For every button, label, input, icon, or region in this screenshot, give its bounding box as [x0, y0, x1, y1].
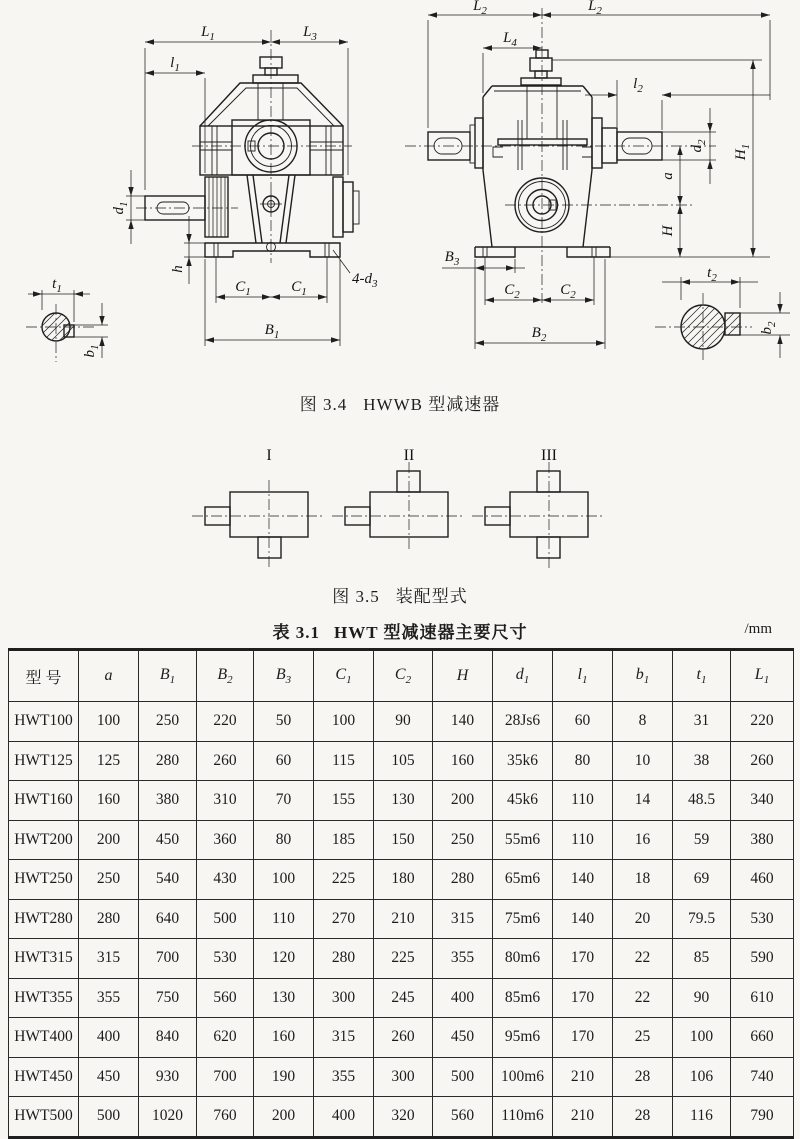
table-title: HWT 型减速器主要尺寸 — [333, 623, 528, 642]
value-cell: 620 — [197, 1018, 254, 1058]
value-cell: 200 — [254, 1097, 314, 1138]
figure-3-4-number: 图 3.4 — [299, 395, 348, 414]
value-cell: 210 — [374, 899, 433, 939]
value-cell: 60 — [553, 702, 613, 742]
model-cell: HWT500 — [9, 1097, 79, 1138]
column-header: $B_1$ — [139, 650, 197, 702]
value-cell: 355 — [433, 939, 493, 979]
value-cell: 18 — [613, 860, 673, 900]
value-cell: 160 — [254, 1018, 314, 1058]
figure-3-4-caption — [0, 390, 800, 415]
side-view-dimensions — [428, 0, 770, 349]
value-cell: 530 — [197, 939, 254, 979]
dim-label-C1-left: $C_1$ — [235, 279, 251, 298]
output-shaft-section-detail — [648, 255, 790, 375]
value-cell: 80m6 — [493, 939, 553, 979]
column-header: $l_1$ — [553, 650, 613, 702]
value-cell: 106 — [673, 1057, 731, 1097]
dim-label-t2: $t_2$ — [707, 265, 717, 284]
value-cell: 170 — [553, 1018, 613, 1058]
value-cell: 280 — [314, 939, 374, 979]
dim-label-C2-right: $C_2$ — [560, 282, 576, 301]
figure-3-4-side-view — [400, 0, 800, 400]
value-cell: 110m6 — [493, 1097, 553, 1138]
value-cell: 100 — [254, 860, 314, 900]
value-cell: 450 — [139, 820, 197, 860]
column-header: H — [433, 650, 493, 702]
unit-label: /mm — [744, 621, 772, 637]
value-cell: 260 — [374, 1018, 433, 1058]
model-cell: HWT315 — [9, 939, 79, 979]
value-cell: 79.5 — [673, 899, 731, 939]
value-cell: 790 — [731, 1097, 794, 1138]
value-cell: 8 — [613, 702, 673, 742]
value-cell: 140 — [553, 899, 613, 939]
dim-label-d1: $d_1$ — [111, 201, 130, 215]
value-cell: 48.5 — [673, 781, 731, 821]
figure-3-4-front-view — [0, 0, 400, 400]
model-cell: HWT450 — [9, 1057, 79, 1097]
value-cell: 360 — [197, 820, 254, 860]
value-cell: 400 — [433, 978, 493, 1018]
dim-label-l1: $l_1$ — [170, 55, 180, 74]
value-cell: 170 — [553, 978, 613, 1018]
variant-2-label: II — [403, 447, 415, 464]
value-cell: 31 — [673, 702, 731, 742]
value-cell: 315 — [314, 1018, 374, 1058]
table-number: 表 3.1 — [272, 623, 320, 642]
table-row — [9, 702, 794, 742]
value-cell: 140 — [553, 860, 613, 900]
variant-1-label: I — [266, 447, 272, 464]
dim-label-L2-left: $L_2$ — [473, 0, 487, 17]
value-cell: 160 — [79, 781, 139, 821]
dim-label-b1: $b_1$ — [82, 344, 101, 358]
dim-label-l2: $l_2$ — [633, 76, 643, 95]
assembly-variant-2 — [332, 447, 462, 552]
value-cell: 660 — [731, 1018, 794, 1058]
value-cell: 250 — [79, 860, 139, 900]
dim-label-C1-right: $C_1$ — [291, 279, 307, 298]
value-cell: 105 — [374, 741, 433, 781]
value-cell: 100 — [314, 702, 374, 742]
value-cell: 100 — [673, 1018, 731, 1058]
value-cell: 500 — [79, 1097, 139, 1138]
value-cell: 20 — [613, 899, 673, 939]
value-cell: 100 — [79, 702, 139, 742]
dim-label-b2: $b_2$ — [759, 321, 778, 335]
value-cell: 220 — [197, 702, 254, 742]
figure-3-5-caption — [0, 582, 800, 607]
value-cell: 280 — [433, 860, 493, 900]
value-cell: 315 — [433, 899, 493, 939]
dim-label-L1: $L_1$ — [201, 24, 215, 43]
value-cell: 500 — [197, 899, 254, 939]
dim-label-d2: $d_2$ — [689, 139, 708, 153]
table-row — [9, 899, 794, 939]
table-row — [9, 978, 794, 1018]
table-row — [9, 939, 794, 979]
value-cell: 59 — [673, 820, 731, 860]
value-cell: 140 — [433, 702, 493, 742]
value-cell: 110 — [553, 820, 613, 860]
value-cell: 85 — [673, 939, 731, 979]
value-cell: 840 — [139, 1018, 197, 1058]
dimensions-table — [8, 648, 794, 1139]
value-cell: 50 — [254, 702, 314, 742]
value-cell: 120 — [254, 939, 314, 979]
table-row — [9, 781, 794, 821]
value-cell: 45k6 — [493, 781, 553, 821]
value-cell: 35k6 — [493, 741, 553, 781]
value-cell: 355 — [314, 1057, 374, 1097]
value-cell: 250 — [433, 820, 493, 860]
value-cell: 16 — [613, 820, 673, 860]
value-cell: 25 — [613, 1018, 673, 1058]
value-cell: 430 — [197, 860, 254, 900]
value-cell: 70 — [254, 781, 314, 821]
value-cell: 110 — [254, 899, 314, 939]
model-cell: HWT160 — [9, 781, 79, 821]
value-cell: 38 — [673, 741, 731, 781]
column-header: $B_3$ — [254, 650, 314, 702]
column-header: $t_1$ — [673, 650, 731, 702]
column-header: $B_2$ — [197, 650, 254, 702]
table-title-row — [0, 618, 800, 643]
value-cell: 95m6 — [493, 1018, 553, 1058]
value-cell: 260 — [731, 741, 794, 781]
column-header: $C_1$ — [314, 650, 374, 702]
value-cell: 22 — [613, 939, 673, 979]
dim-label-L2-right: $L_2$ — [588, 0, 602, 17]
value-cell: 300 — [314, 978, 374, 1018]
value-cell: 260 — [197, 741, 254, 781]
dim-label-B1: $B_1$ — [264, 322, 280, 341]
value-cell: 450 — [433, 1018, 493, 1058]
dim-label-B3: $B_3$ — [444, 249, 460, 268]
value-cell: 170 — [553, 939, 613, 979]
value-cell: 200 — [433, 781, 493, 821]
dim-label-H: H — [660, 225, 676, 237]
column-header: $C_2$ — [374, 650, 433, 702]
value-cell: 125 — [79, 741, 139, 781]
value-cell: 610 — [731, 978, 794, 1018]
value-cell: 380 — [731, 820, 794, 860]
value-cell: 210 — [553, 1057, 613, 1097]
model-cell: HWT200 — [9, 820, 79, 860]
table-row — [9, 820, 794, 860]
value-cell: 320 — [374, 1097, 433, 1138]
value-cell: 150 — [374, 820, 433, 860]
dim-label-L3: $L_3$ — [303, 24, 317, 43]
value-cell: 69 — [673, 860, 731, 900]
dim-label-h: h — [170, 265, 186, 273]
value-cell: 930 — [139, 1057, 197, 1097]
value-cell: 740 — [731, 1057, 794, 1097]
value-cell: 280 — [139, 741, 197, 781]
model-cell: HWT400 — [9, 1018, 79, 1058]
value-cell: 750 — [139, 978, 197, 1018]
dim-label-t1: $t_1$ — [52, 276, 62, 295]
value-cell: 245 — [374, 978, 433, 1018]
value-cell: 185 — [314, 820, 374, 860]
value-cell: 28Js6 — [493, 702, 553, 742]
value-cell: 190 — [254, 1057, 314, 1097]
value-cell: 22 — [613, 978, 673, 1018]
model-cell: HWT355 — [9, 978, 79, 1018]
value-cell: 560 — [197, 978, 254, 1018]
value-cell: 400 — [79, 1018, 139, 1058]
value-cell: 400 — [314, 1097, 374, 1138]
model-cell: HWT125 — [9, 741, 79, 781]
value-cell: 116 — [673, 1097, 731, 1138]
assembly-variant-3 — [472, 447, 602, 568]
value-cell: 28 — [613, 1097, 673, 1138]
value-cell: 380 — [139, 781, 197, 821]
value-cell: 100m6 — [493, 1057, 553, 1097]
value-cell: 180 — [374, 860, 433, 900]
dim-label-L4: $L_4$ — [503, 30, 517, 49]
value-cell: 280 — [79, 899, 139, 939]
value-cell: 130 — [254, 978, 314, 1018]
value-cell: 10 — [613, 741, 673, 781]
dim-label-C2-left: $C_2$ — [504, 282, 520, 301]
value-cell: 700 — [197, 1057, 254, 1097]
model-cell: HWT100 — [9, 702, 79, 742]
model-cell: HWT250 — [9, 860, 79, 900]
value-cell: 220 — [731, 702, 794, 742]
dim-label-4-d3: $4-d_3$ — [352, 271, 378, 290]
value-cell: 210 — [553, 1097, 613, 1138]
table-row — [9, 1097, 794, 1138]
value-cell: 355 — [79, 978, 139, 1018]
value-cell: 270 — [314, 899, 374, 939]
value-cell: 110 — [553, 781, 613, 821]
value-cell: 130 — [374, 781, 433, 821]
value-cell: 155 — [314, 781, 374, 821]
table-body — [9, 702, 794, 1138]
figure-3-4-title: HWWB 型减速器 — [363, 395, 501, 414]
value-cell: 640 — [139, 899, 197, 939]
value-cell: 14 — [613, 781, 673, 821]
value-cell: 200 — [79, 820, 139, 860]
value-cell: 530 — [731, 899, 794, 939]
table-row — [9, 741, 794, 781]
value-cell: 225 — [374, 939, 433, 979]
value-cell: 560 — [433, 1097, 493, 1138]
column-header: a — [79, 650, 139, 702]
value-cell: 160 — [433, 741, 493, 781]
value-cell: 315 — [79, 939, 139, 979]
value-cell: 75m6 — [493, 899, 553, 939]
value-cell: 700 — [139, 939, 197, 979]
value-cell: 80 — [553, 741, 613, 781]
dim-label-H1: $H_1$ — [733, 143, 752, 161]
table-row — [9, 1057, 794, 1097]
value-cell: 85m6 — [493, 978, 553, 1018]
dim-label-B2: $B_2$ — [531, 325, 547, 344]
column-header: $L_1$ — [731, 650, 794, 702]
model-cell: HWT280 — [9, 899, 79, 939]
value-cell: 55m6 — [493, 820, 553, 860]
variant-3-label: III — [541, 447, 557, 464]
value-cell: 80 — [254, 820, 314, 860]
value-cell: 250 — [139, 702, 197, 742]
value-cell: 340 — [731, 781, 794, 821]
value-cell: 590 — [731, 939, 794, 979]
table-row — [9, 1018, 794, 1058]
value-cell: 225 — [314, 860, 374, 900]
value-cell: 450 — [79, 1057, 139, 1097]
front-view-dimensions — [111, 24, 378, 346]
value-cell: 760 — [197, 1097, 254, 1138]
value-cell: 90 — [374, 702, 433, 742]
value-cell: 540 — [139, 860, 197, 900]
value-cell: 300 — [374, 1057, 433, 1097]
value-cell: 90 — [673, 978, 731, 1018]
figure-3-5-number: 图 3.5 — [332, 587, 380, 606]
value-cell: 310 — [197, 781, 254, 821]
figure-3-5-assembly-diagrams — [140, 438, 660, 578]
value-cell: 28 — [613, 1057, 673, 1097]
value-cell: 1020 — [139, 1097, 197, 1138]
input-shaft-section-detail — [14, 276, 108, 366]
value-cell: 65m6 — [493, 860, 553, 900]
column-header: $d_1$ — [493, 650, 553, 702]
dim-label-a: a — [660, 172, 676, 180]
table-header-row — [9, 650, 794, 702]
assembly-variant-1 — [192, 447, 322, 570]
value-cell: 500 — [433, 1057, 493, 1097]
value-cell: 460 — [731, 860, 794, 900]
figure-3-5-title: 装配型式 — [395, 587, 468, 606]
column-header: $b_1$ — [613, 650, 673, 702]
value-cell: 115 — [314, 741, 374, 781]
column-header: 型 号 — [9, 650, 79, 702]
value-cell: 60 — [254, 741, 314, 781]
table-row — [9, 860, 794, 900]
